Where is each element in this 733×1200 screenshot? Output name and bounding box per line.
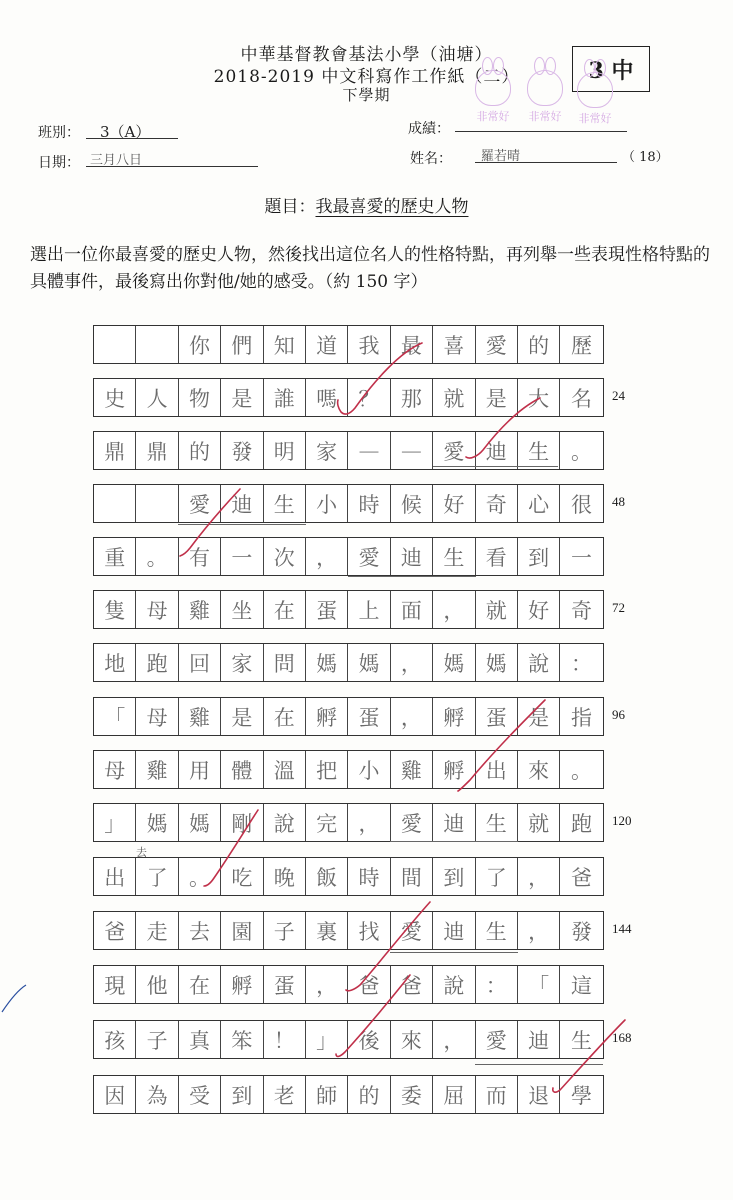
grid-cell[interactable]: 」 [306,1021,348,1058]
grid-cell[interactable]: 發 [570,919,592,944]
grid-cell[interactable]: 史 [94,379,136,416]
grid-cell[interactable]: 完 [306,804,348,841]
grid-cell[interactable]: 重 [94,538,136,575]
name-label: 姓名： [410,151,452,167]
grid-cell[interactable]: 體 [221,751,263,788]
grid-cell[interactable]: 生 [476,912,518,949]
grid-cell[interactable]: 一 [221,538,263,575]
insertion-note: 去 [136,846,147,859]
grid-cell[interactable]: 歷 [570,333,592,358]
grid-cell[interactable]: 把 [306,751,348,788]
grid-cell[interactable]: 誰 [264,379,306,416]
grid-cell[interactable]: 那 [391,379,433,416]
grid-cell[interactable]: 候 [391,485,433,522]
name-underline [390,841,518,842]
grid-cell[interactable]: 孵 [306,698,348,735]
character-count: 96 [612,707,625,722]
grid-cell[interactable]: 用 [179,751,221,788]
grid-cell[interactable]: 了 [136,858,178,895]
grid-cell[interactable]: 園 [221,912,263,949]
grid-cell[interactable]: 生 [518,432,560,469]
grid-cell[interactable]: 就 [518,804,560,841]
grade-mark: 3 中 [588,57,634,84]
grid-cell[interactable]: 剛 [221,804,263,841]
name-underline [178,524,306,525]
grid-cell[interactable]: 是 [518,698,560,735]
grid-cell[interactable]: ， [348,804,390,841]
grid-cell[interactable]: 」 [94,804,136,841]
grid-cell[interactable]: 雞 [391,751,433,788]
grid-cell[interactable] [136,485,178,522]
grid-cell[interactable]: 真 [179,1021,221,1058]
grid-cell[interactable]: 師 [306,1076,348,1113]
grid-cell[interactable]: 迪 [433,804,475,841]
grid-cell[interactable]: 退 [518,1076,560,1113]
grid-cell[interactable]: 在 [179,966,221,1003]
grid-cell[interactable]: 奇 [476,485,518,522]
grid-cell[interactable]: 孩 [94,1021,136,1058]
character-count: 72 [612,600,625,615]
grid-cell[interactable]: 好 [433,485,475,522]
grid-cell[interactable]: 愛 [391,912,433,949]
grid-cell[interactable]: 最 [391,326,433,363]
grid-cell[interactable]: 來 [518,751,560,788]
grid-cell[interactable]: 時 [348,485,390,522]
grid-cell[interactable]: — [391,432,433,469]
class-value: 3（A） [100,123,151,141]
grid-cell[interactable]: 屈 [433,1076,475,1113]
grid-cell[interactable]: 人 [136,379,178,416]
bunny-icon [527,70,563,106]
grid-cell[interactable]: 指 [570,705,592,730]
grid-cell[interactable]: 迪 [221,485,263,522]
grid-cell[interactable]: 的 [518,326,560,363]
grid-cell[interactable]: 到 [433,858,475,895]
grid-cell[interactable]: ， [433,591,475,628]
grid-cell[interactable]: 心 [518,485,560,522]
grid-cell[interactable]: 知 [264,326,306,363]
grid-cell[interactable]: 是 [221,379,263,416]
grid-cell[interactable]: 爸 [391,966,433,1003]
grid-cell[interactable]: 回 [179,644,221,681]
grid-cell[interactable]: 孵 [221,966,263,1003]
grid-cell[interactable]: 愛 [476,1021,518,1058]
grid-cell[interactable]: 蛋 [264,966,306,1003]
grid-cell[interactable]: 有 [179,538,221,575]
student-number: （ 18） [622,150,669,165]
term-label: 下學期 [342,86,391,104]
instructions: 選出一位你最喜愛的歷史人物，然後找出這位名人的性格特點，再列舉一些表現性格特點的具體事件，最後寫出你對他/她的感受。（約 150 字） [30,245,710,292]
grid-row [93,1075,604,1114]
bunny-icon [577,72,613,108]
grid-cell[interactable]: 說 [433,966,475,1003]
grid-cell[interactable]: 物 [179,379,221,416]
character-count: 120 [612,813,632,828]
grid-cell[interactable]: 跑 [136,644,178,681]
grid-cell[interactable]: 。 [179,858,221,895]
grid-row [93,803,604,842]
grid-cell[interactable]: 到 [518,538,560,575]
grid-cell[interactable]: 媽 [348,644,390,681]
grid-cell[interactable]: 喜 [433,326,475,363]
grid-cell[interactable]: 愛 [391,804,433,841]
grid-cell[interactable]: 受 [179,1076,221,1113]
grid-cell[interactable]: 去 [179,912,221,949]
grid-cell[interactable]: 生 [433,538,475,575]
grid-cell[interactable]: 一 [570,545,592,570]
score-field[interactable] [455,113,627,132]
class-label: 班別： [38,125,80,141]
grid-cell[interactable]: 老 [264,1076,306,1113]
essay-title [0,192,733,217]
grid-cell[interactable]: ： [570,651,592,676]
grid-cell[interactable]: 媽 [433,644,475,681]
grid-cell[interactable]: 子 [136,1021,178,1058]
grid-cell[interactable] [94,326,136,363]
grid-cell[interactable]: 現 [94,966,136,1003]
grid-cell[interactable]: 這 [570,973,592,998]
grid-cell[interactable]: 鼎 [94,432,136,469]
grid-cell[interactable]: 看 [476,538,518,575]
grid-cell[interactable]: 迪 [391,538,433,575]
grid-cell[interactable]: 走 [136,912,178,949]
grid-cell[interactable]: 爸 [348,966,390,1003]
grid-cell[interactable]: 媽 [306,644,348,681]
grid-cell[interactable]: ， [391,698,433,735]
grid-cell[interactable]: 裏 [306,912,348,949]
title-topic: 我最喜愛的歷史人物 [315,197,469,217]
grid-cell[interactable]: 晚 [264,858,306,895]
grid-cell[interactable]: 了 [476,858,518,895]
grid-row [93,378,604,417]
grid-cell[interactable]: 你 [179,326,221,363]
grid-cell[interactable]: 是 [476,379,518,416]
grid-cell[interactable]: 隻 [94,591,136,628]
margin-pencil-mark [2,985,26,1012]
grid-cell[interactable]: 間 [391,858,433,895]
grid-cell[interactable]: 媽 [476,644,518,681]
name-underline [348,576,476,577]
grid-cell[interactable]: 「 [518,966,560,1003]
grid-cell[interactable]: ， [518,858,560,895]
grid-cell[interactable]: 的 [348,1076,390,1113]
grid-row [93,911,604,950]
grid-cell[interactable]: 雞 [179,591,221,628]
grid-row [93,965,604,1004]
grid-cell[interactable]: 他 [136,966,178,1003]
grid-cell[interactable]: 奇 [570,598,592,623]
grid-cell[interactable]: 坐 [221,591,263,628]
grid-cell[interactable]: 母 [136,698,178,735]
grid-cell[interactable]: 問 [264,644,306,681]
grid-row [93,857,604,896]
grid-cell[interactable]: ， [433,1021,475,1058]
grid-cell[interactable]: 到 [221,1076,263,1113]
grid-cell[interactable]: ， [306,538,348,575]
grid-cell[interactable]: 是 [221,698,263,735]
date-value: 三月八日 [90,153,143,168]
grid-cell[interactable]: 名 [570,386,592,411]
grid-cell[interactable]: 生 [476,804,518,841]
grid-cell[interactable]: 學 [570,1083,592,1108]
grid-cell[interactable]: 而 [476,1076,518,1113]
date-label: 日期： [38,155,80,171]
grid-cell[interactable]: 迪 [433,912,475,949]
grid-cell[interactable]: 愛 [476,326,518,363]
title-label: 題目： [264,197,316,217]
grid-cell[interactable]: 發 [221,432,263,469]
grid-cell[interactable]: 後 [348,1021,390,1058]
grid-cell[interactable]: 飯 [306,858,348,895]
grid-cell[interactable]: 委 [391,1076,433,1113]
character-count: 168 [612,1030,632,1045]
school-name: 中華基督教會基法小學（油塘） [240,45,493,65]
grid-cell[interactable]: 我 [348,326,390,363]
grid-cell[interactable]: 因 [94,1076,136,1113]
grid-cell[interactable]: 子 [264,912,306,949]
grid-row [93,431,604,470]
name-underline [390,952,518,953]
grid-cell[interactable]: 面 [391,591,433,628]
grid-cell[interactable]: — [348,432,390,469]
grid-cell[interactable]: 爸 [570,865,592,890]
character-count: 48 [612,494,625,509]
grid-cell[interactable]: 孵 [433,751,475,788]
grid-row [93,484,604,523]
grid-cell[interactable]: 。 [570,439,592,464]
grid-row [93,537,604,576]
grid-cell[interactable]: 。 [136,538,178,575]
grid-cell[interactable]: 們 [221,326,263,363]
grid-cell[interactable]: 家 [221,644,263,681]
grid-cell[interactable]: 好 [518,591,560,628]
name-underline [433,466,558,467]
grid-cell[interactable]: 出 [476,751,518,788]
grid-cell[interactable]: 在 [264,698,306,735]
grid-cell[interactable]: 為 [136,1076,178,1113]
grid-cell[interactable]: 說 [264,804,306,841]
grid-row [93,750,604,789]
grid-cell[interactable]: 說 [518,644,560,681]
grid-cell[interactable]: 生 [570,1028,592,1053]
grid-cell[interactable]: 迪 [518,1021,560,1058]
grid-cell[interactable]: ， [306,966,348,1003]
grid-cell[interactable]: 笨 [221,1021,263,1058]
grid-cell[interactable]: 鼎 [136,432,178,469]
date-field[interactable] [86,149,258,167]
grid-cell[interactable]: 孵 [433,698,475,735]
grid-row [93,590,604,629]
grid-cell[interactable]: 小 [348,751,390,788]
grid-cell[interactable]: 找 [348,912,390,949]
grid-cell[interactable]: 愛 [433,432,475,469]
worksheet-title: 2018-2019 中文科寫作工作紙（二） [213,67,520,87]
grid-cell[interactable]: 就 [476,591,518,628]
grid-cell[interactable]: 來 [391,1021,433,1058]
grid-row [93,697,604,736]
name-value: 羅若晴 [481,149,521,164]
name-underline [475,1064,603,1065]
grid-cell[interactable]: 媽 [136,804,178,841]
grid-cell[interactable]: 蛋 [306,591,348,628]
grid-cell[interactable]: 就 [433,379,475,416]
character-count: 144 [612,921,632,936]
grid-row [93,643,604,682]
grid-cell[interactable]: 地 [94,644,136,681]
grid-cell[interactable]: 媽 [179,804,221,841]
grid-row [93,1020,604,1059]
grid-cell[interactable]: 「 [94,698,136,735]
grid-cell[interactable]: ？ [348,379,390,416]
character-count: 24 [612,388,625,403]
grid-cell[interactable]: 母 [136,591,178,628]
grid-cell[interactable]: 小 [306,485,348,522]
bunny-icon [475,70,511,106]
grid-cell[interactable]: 在 [264,591,306,628]
grid-cell[interactable]: ！ [264,1021,306,1058]
grid-cell[interactable]: 吃 [221,858,263,895]
bunny-stamp-1: 非常好 [470,70,516,130]
grid-cell[interactable]: 迪 [476,432,518,469]
grid-cell[interactable]: 很 [570,492,592,517]
grid-cell[interactable] [94,485,136,522]
grid-cell[interactable]: 的 [179,432,221,469]
score-label: 成績： [408,121,450,137]
grid-cell[interactable]: 明 [264,432,306,469]
grid-cell[interactable]: 愛 [348,538,390,575]
grid-cell[interactable]: 蛋 [476,698,518,735]
grid-cell[interactable]: ， [518,912,560,949]
grid-cell[interactable]: 母 [94,751,136,788]
grid-cell[interactable]: 出 [94,858,136,895]
grid-cell[interactable]: 家 [306,432,348,469]
grid-cell[interactable]: 愛 [179,485,221,522]
grid-cell[interactable]: 跑 [570,811,592,836]
grid-cell[interactable]: 上 [348,591,390,628]
grid-cell[interactable]: 。 [570,758,592,783]
grid-cell[interactable]: 次 [264,538,306,575]
name-field[interactable] [475,145,617,163]
grid-cell[interactable]: 道 [306,326,348,363]
grid-cell[interactable]: 嗎 [306,379,348,416]
grid-cell[interactable] [136,326,178,363]
grid-cell[interactable]: 雞 [179,698,221,735]
grid-cell[interactable]: 爸 [94,912,136,949]
grid-cell[interactable]: 大 [518,379,560,416]
class-field[interactable] [86,121,178,139]
grid-cell[interactable]: 蛋 [348,698,390,735]
grid-cell[interactable]: ： [476,966,518,1003]
grid-cell[interactable]: 溫 [264,751,306,788]
bunny-stamp-3: 非常好 [572,72,618,132]
grid-row [93,325,604,364]
grid-cell[interactable]: 雞 [136,751,178,788]
bunny-stamp-2: 非常好 [522,70,568,130]
grid-cell[interactable]: 時 [348,858,390,895]
grid-cell[interactable]: 生 [264,485,306,522]
grid-cell[interactable]: ， [391,644,433,681]
